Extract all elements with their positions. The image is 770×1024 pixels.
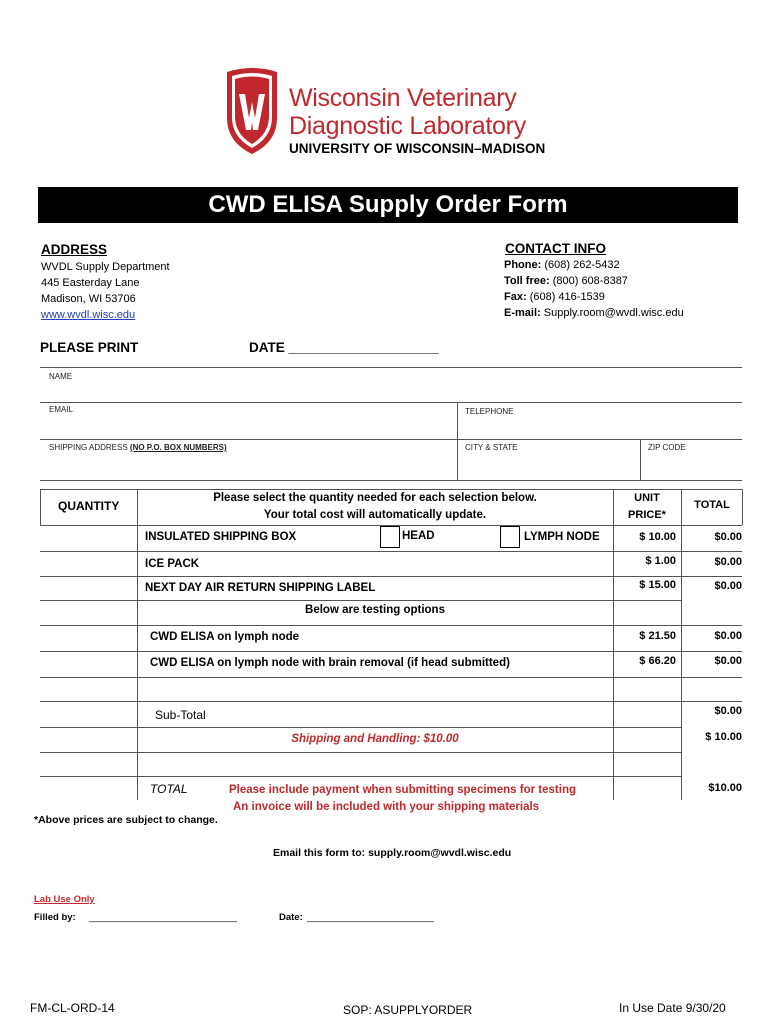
logo-line-1: Wisconsin Veterinary (289, 84, 517, 112)
shipping-handling-value: $ 10.00 (705, 731, 742, 743)
tollfree-label: Toll free: (504, 275, 550, 287)
instructions-line-2: Your total cost will automatically update. (263, 509, 487, 521)
footer-sop: SOP: ASUPPLYORDER (343, 1003, 473, 1017)
unit-price-shipping-label: $ 15.00 (639, 579, 676, 591)
zip-code-field[interactable]: ZIP CODE (648, 443, 686, 452)
contact-block (504, 257, 684, 321)
address-line-2: 445 Easterday Lane (41, 277, 140, 289)
total-value: $10.00 (708, 782, 742, 794)
filled-by-label: Filled by: (34, 912, 76, 923)
payment-note: Please include payment when submitting specimens for testing (229, 784, 576, 796)
unit-price-header-line-1: UNIT (634, 492, 660, 504)
form-title: CWD ELISA Supply Order Form (38, 187, 738, 223)
subtotal-value: $0.00 (714, 705, 742, 717)
price-change-note: *Above prices are subject to change. (34, 814, 218, 826)
total-elisa-brain: $0.00 (714, 655, 742, 667)
email-value: Supply.room@wvdl.wisc.edu (543, 307, 684, 319)
total-ice-pack: $0.00 (714, 556, 742, 568)
shipping-address-label: SHIPPING ADDRESS (49, 443, 128, 452)
logo-line-2: Diagnostic Laboratory (289, 112, 526, 140)
total-header: TOTAL (694, 499, 730, 511)
filled-by-field[interactable]: ____________________________ (89, 912, 237, 923)
lab-date-label: Date: (279, 912, 303, 923)
website-link[interactable]: www.wvdl.wisc.edu (41, 309, 136, 321)
total-shipping-box: $0.00 (714, 531, 742, 543)
lab-use-heading: Lab Use Only (34, 894, 95, 905)
phone-value: (608) 262-5432 (544, 259, 620, 271)
quantity-input-shipping-box[interactable] (40, 527, 136, 549)
subtotal-label: Sub-Total (155, 708, 206, 722)
head-checkbox[interactable] (380, 526, 400, 548)
address-line-3: Madison, WI 53706 (41, 293, 136, 305)
total-label: TOTAL (150, 782, 188, 796)
instructions (140, 490, 610, 524)
unit-price-shipping-box: $ 10.00 (639, 531, 676, 543)
quantity-input-elisa-lymph[interactable] (40, 627, 136, 649)
quantity-input-elisa-brain[interactable] (40, 653, 136, 675)
quantity-input-shipping-label[interactable] (40, 578, 136, 600)
quantity-input-ice-pack[interactable] (40, 553, 136, 575)
row-shipping-label-label: NEXT DAY AIR RETURN SHIPPING LABEL (145, 582, 376, 594)
testing-options-heading: Below are testing options (305, 604, 445, 616)
row-ice-pack-label: ICE PACK (145, 558, 200, 570)
footer-use-date: In Use Date 9/30/20 (619, 1001, 726, 1015)
lymph-node-checkbox[interactable] (500, 526, 520, 548)
address-line-1: WVDL Supply Department (41, 261, 170, 273)
city-state-field[interactable]: CITY & STATE (465, 443, 518, 452)
row-shipping-box-label: INSULATED SHIPPING BOX (145, 531, 297, 543)
shipping-handling-label: Shipping and Handling: $10.00 (291, 733, 459, 745)
email-label: E-mail: (504, 307, 541, 319)
invoice-note: An invoice will be included with your shipping materials (233, 801, 540, 813)
instructions-line-1: Please select the quantity needed for each selection below. (213, 492, 537, 504)
tollfree-value: (800) 608-8387 (552, 275, 628, 287)
quantity-header: QUANTITY (58, 499, 120, 513)
please-print-label: PLEASE PRINT (40, 340, 139, 355)
date-field[interactable]: DATE ____________________ (249, 340, 439, 355)
fax-label: Fax: (504, 291, 527, 303)
name-field[interactable]: NAME (49, 372, 73, 381)
logo-line-3: UNIVERSITY OF WISCONSIN–MADISON (289, 141, 546, 156)
address-block (41, 259, 170, 323)
email-field[interactable]: EMAIL (49, 405, 74, 414)
row-elisa-lymph-label: CWD ELISA on lymph node (150, 631, 300, 643)
total-shipping-label: $0.00 (714, 580, 742, 592)
footer-form-id: FM-CL-ORD-14 (30, 1001, 115, 1015)
shipping-address-field[interactable] (49, 443, 227, 452)
lymph-node-label: LYMPH NODE (524, 531, 600, 543)
head-label: HEAD (402, 530, 435, 542)
unit-price-elisa-lymph: $ 21.50 (639, 630, 676, 642)
row-elisa-brain-label: CWD ELISA on lymph node with brain removal (if head submitted) (150, 657, 510, 669)
total-elisa-lymph: $0.00 (714, 630, 742, 642)
address-heading: ADDRESS (41, 242, 108, 257)
phone-label: Phone: (504, 259, 542, 271)
contact-heading: CONTACT INFO (505, 241, 606, 256)
lab-date-field[interactable]: ________________________ (307, 912, 434, 923)
fax-value: (608) 416-1539 (529, 291, 605, 303)
shipping-address-note: (NO P.O. BOX NUMBERS) (129, 443, 227, 452)
email-form-note: Email this form to: supply.room@wvdl.wisc.edu (273, 847, 512, 859)
unit-price-header (614, 490, 680, 524)
telephone-field[interactable]: TELEPHONE (465, 407, 514, 416)
unit-price-header-line-2: PRICE* (628, 509, 666, 521)
uw-crest-logo (223, 66, 281, 156)
unit-price-ice-pack: $ 1.00 (645, 555, 676, 567)
unit-price-elisa-brain: $ 66.20 (639, 655, 676, 667)
